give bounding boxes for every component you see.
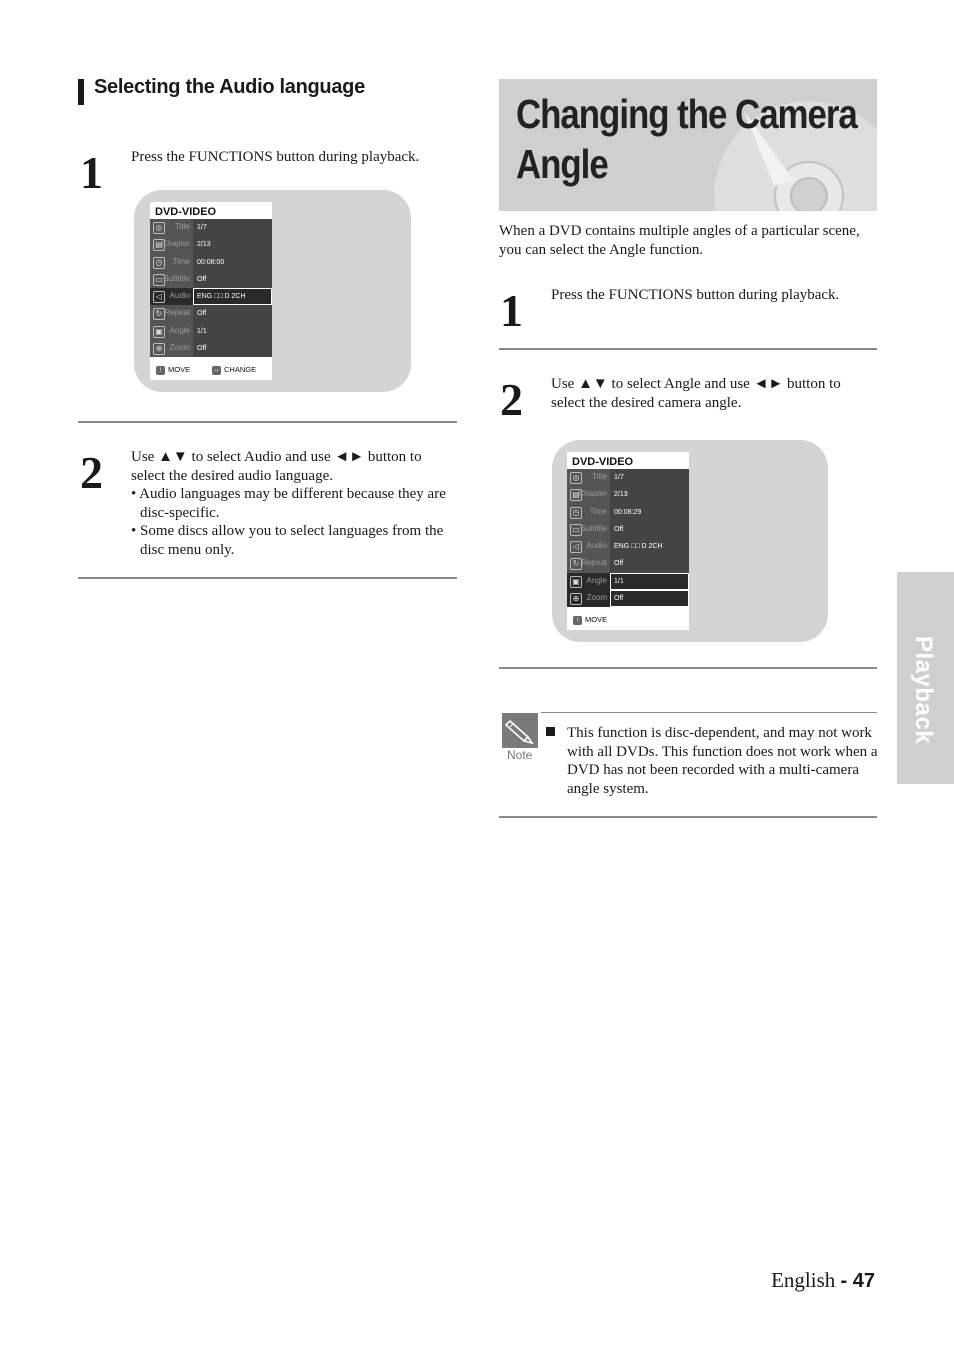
osd-row-value: Off	[610, 555, 689, 572]
osd-row-value: Off	[193, 271, 272, 288]
osd-row-chapter[interactable]	[567, 486, 689, 503]
side-tab-label: Playback	[910, 636, 937, 745]
bullet-audio-languages: • Audio languages may be different because they are disc-specific.	[131, 486, 446, 521]
divider	[499, 816, 877, 818]
osd-row-audio[interactable]	[150, 288, 272, 305]
repeat-icon: ↻	[570, 558, 582, 570]
camera-icon: ▣	[153, 326, 165, 338]
osd-row-time[interactable]	[567, 504, 689, 521]
osd-row-audio[interactable]	[567, 538, 689, 555]
step-2-text: Use ▲▼ to select Angle and use ◄► button to select the desired camera angle.	[551, 376, 841, 411]
osd-row-icon-cell	[567, 538, 610, 555]
note-bullet	[546, 727, 555, 736]
bullet-disc-menu: • Some discs allow you to select languages from the disc menu only.	[131, 523, 444, 558]
osd-header: DVD-VIDEO	[155, 206, 217, 218]
osd-footer	[150, 361, 272, 380]
osd-row-title[interactable]	[567, 469, 689, 486]
osd-row-value: 2/13	[610, 486, 689, 503]
osd-row-chapter[interactable]	[150, 236, 272, 253]
step-number-1: 1	[80, 147, 103, 198]
divider	[499, 348, 877, 350]
leftright-icon: ↔	[213, 366, 220, 373]
osd-row-value: 1/1	[610, 573, 689, 590]
page-title: Changing the Camera Angle	[516, 91, 857, 187]
osd-row-icon-cell	[567, 504, 610, 521]
osd-rows	[567, 469, 689, 607]
osd-row-icon-cell	[567, 573, 610, 590]
footer-language: English	[771, 1268, 836, 1292]
osd-row-label: Subtitle	[163, 273, 190, 283]
updown-icon: ↕	[573, 616, 582, 625]
osd-row-value: 2/13	[193, 236, 272, 253]
osd-row-icon-cell	[150, 271, 193, 288]
osd-row-value: 00:08:29	[610, 504, 689, 521]
osd-row-label: Angle	[586, 575, 607, 585]
osd-menu-audio	[150, 202, 272, 380]
osd-row-value: 1/7	[610, 469, 689, 486]
osd-row-repeat[interactable]	[567, 555, 689, 572]
step-number-2: 2	[80, 447, 103, 498]
osd-menu-angle	[567, 452, 689, 630]
subtitle-icon: ▭	[153, 274, 165, 286]
note-text: This function is disc-dependent, and may not work with all DVDs. This function does not work when a DVD has not been recorded with a multi-camera angle system.	[567, 725, 878, 797]
osd-row-icon-cell	[567, 555, 610, 572]
page-number: - 47	[840, 1270, 875, 1292]
side-tab	[897, 572, 954, 784]
osd-row-value: Off	[193, 305, 272, 322]
osd-row-label: Repeat	[164, 308, 190, 318]
zoom-icon: ⊕	[570, 593, 582, 605]
note-label: Note	[507, 748, 533, 762]
osd-row-label: Zoom	[169, 343, 190, 353]
step-2-instruction: Use ▲▼ to select Audio and use ◄► button to select the desired audio language.	[131, 449, 422, 484]
divider	[499, 667, 877, 669]
clock-icon: ◷	[153, 257, 165, 269]
updown-icon: ↕	[156, 366, 165, 375]
osd-row-icon-cell	[567, 486, 610, 503]
osd-row-icon-cell	[150, 305, 193, 322]
intro-text: When a DVD contains multiple angles of a particular scene, you can select the Angle function.	[499, 223, 860, 258]
footer-move: MOVE	[168, 365, 191, 374]
repeat-icon: ↻	[153, 308, 165, 320]
osd-row-value: 1/1	[193, 323, 272, 340]
osd-row-icon-cell	[567, 469, 610, 486]
footer-move: MOVE	[585, 615, 608, 624]
osd-row-angle[interactable]	[567, 573, 689, 590]
osd-row-label: Chapter	[578, 489, 607, 499]
pencil-icon	[502, 713, 538, 748]
step-1-text: Press the FUNCTIONS button during playback.	[131, 149, 420, 165]
osd-row-label: Repeat	[581, 558, 607, 568]
osd-row-label: Audio	[169, 291, 190, 301]
disc-icon: ◎	[153, 222, 165, 234]
osd-row-icon-cell	[150, 254, 193, 271]
chapter-icon: ▤	[570, 489, 582, 501]
step-number-1: 1	[500, 285, 523, 336]
osd-row-label: Title	[592, 472, 607, 481]
clock-icon: ◷	[570, 507, 582, 519]
page-footer	[771, 1268, 875, 1293]
osd-row-value: 1/7	[193, 219, 272, 236]
step-1-text: Press the FUNCTIONS button during playback.	[551, 287, 840, 303]
osd-row-value: Off	[610, 521, 689, 538]
osd-row-value: 00:08:00	[193, 254, 272, 271]
disc-icon: ◎	[570, 472, 582, 484]
osd-row-icon-cell	[150, 288, 193, 305]
note-rule	[541, 712, 877, 713]
osd-row-label: Time	[172, 256, 190, 266]
osd-row-icon-cell	[567, 521, 610, 538]
section-title: Selecting the Audio language	[94, 76, 365, 98]
chapter-banner	[499, 79, 877, 211]
osd-row-label: Title	[175, 222, 190, 231]
osd-row-label: Subtitle	[580, 523, 607, 533]
osd-row-angle[interactable]	[150, 323, 272, 340]
osd-row-label: Time	[589, 506, 607, 516]
osd-row-value: ENG □□ D 2CH	[193, 288, 272, 305]
osd-row-time[interactable]	[150, 254, 272, 271]
speaker-icon: ◁	[570, 541, 582, 553]
osd-row-label: Zoom	[586, 593, 607, 603]
osd-row-title[interactable]	[150, 219, 272, 236]
camera-icon: ▣	[570, 576, 582, 588]
osd-row-icon-cell	[150, 323, 193, 340]
speaker-icon: ◁	[153, 291, 165, 303]
chapter-icon: ▤	[153, 239, 165, 251]
osd-row-icon-cell	[150, 219, 193, 236]
zoom-icon: ⊕	[153, 343, 165, 355]
divider	[78, 421, 457, 423]
step-number-2: 2	[500, 374, 523, 425]
subtitle-icon: ▭	[570, 524, 582, 536]
osd-row-zoom[interactable]	[567, 590, 689, 607]
osd-row-value: Off	[610, 590, 689, 607]
osd-row-value: Off	[193, 340, 272, 357]
footer-change: CHANGE	[224, 365, 257, 374]
osd-row-icon-cell	[150, 340, 193, 357]
osd-row-label: Angle	[169, 325, 190, 335]
osd-row-repeat[interactable]	[150, 305, 272, 322]
osd-row-subtitle[interactable]	[150, 271, 272, 288]
osd-row-zoom[interactable]	[150, 340, 272, 357]
osd-header: DVD-VIDEO	[572, 456, 634, 468]
osd-row-icon-cell	[150, 236, 193, 253]
osd-row-subtitle[interactable]	[567, 521, 689, 538]
note-icon-box	[502, 713, 538, 748]
osd-row-label: Audio	[586, 541, 607, 551]
osd-row-icon-cell	[567, 590, 610, 607]
divider	[78, 577, 457, 579]
step-2-text	[131, 448, 453, 559]
osd-row-label: Chapter	[161, 239, 190, 249]
osd-row-value: ENG □□ D 2CH	[610, 538, 689, 555]
osd-footer	[567, 611, 689, 630]
section-marker	[78, 79, 84, 105]
osd-rows	[150, 219, 272, 357]
